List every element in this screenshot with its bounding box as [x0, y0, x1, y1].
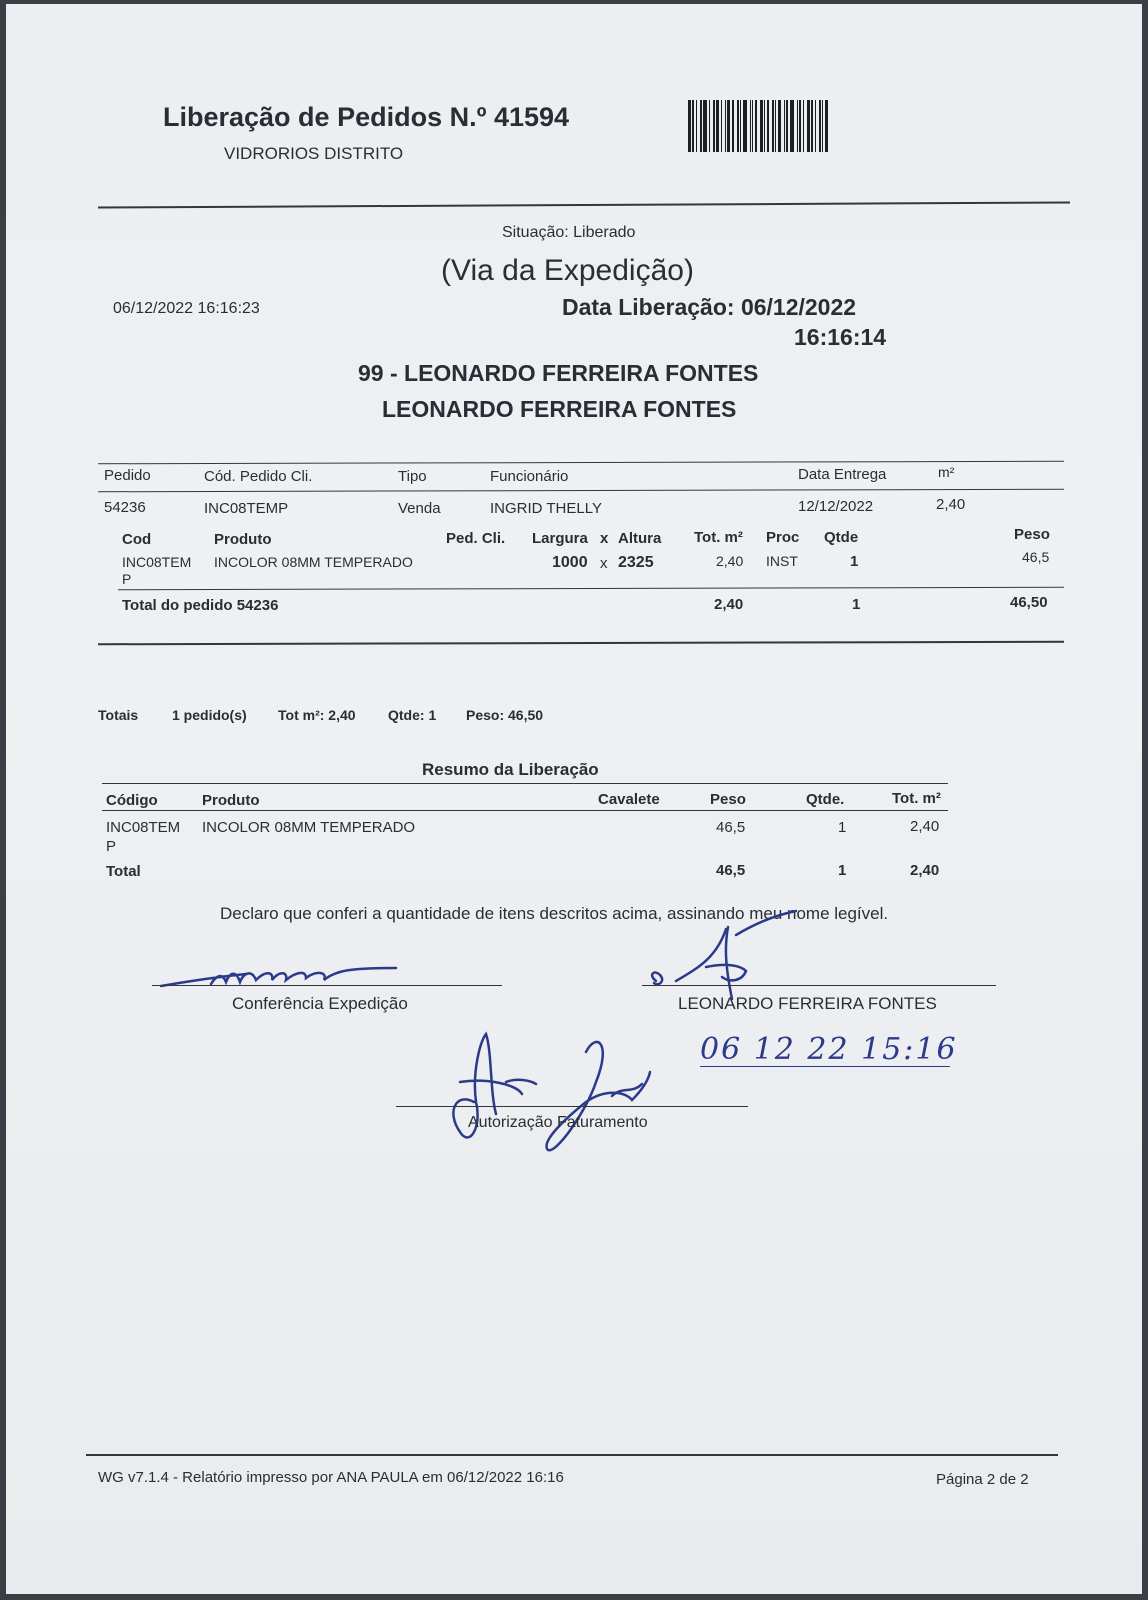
autorizacao-label: Autorização Faturamento [468, 1114, 648, 1131]
item-header-tot-m2: Tot. m² [694, 529, 743, 546]
barcode-bar [716, 100, 719, 152]
data-liberacao-time: 16:16:14 [794, 324, 887, 350]
barcode-bar [755, 100, 757, 152]
via-label: (Via da Expedição) [441, 254, 694, 287]
item-peso: 46,5 [1022, 549, 1050, 565]
order-total-qtde: 1 [852, 596, 861, 613]
resumo-header-peso: Peso [710, 791, 746, 808]
situacao-label: Situação: Liberado [502, 224, 636, 241]
item-altura: 2325 [618, 554, 654, 571]
barcode-bar [811, 100, 813, 152]
barcode-bar [725, 100, 726, 152]
resumo-peso: 46,5 [716, 819, 746, 836]
totals-qtde: Qtde: 1 [388, 707, 437, 723]
divider [118, 587, 1064, 590]
barcode-bar [825, 100, 828, 152]
barcode-bar [775, 100, 776, 152]
cliente-signature-label: LEONARDO FERREIRA FONTES [678, 994, 937, 1013]
totals-m2: Tot m²: 2,40 [278, 707, 356, 723]
client-name-coded: 99 - LEONARDO FERREIRA FONTES [358, 360, 759, 386]
divider [102, 783, 948, 784]
barcode-bar [815, 100, 816, 152]
item-header-largura: Largura [532, 530, 588, 547]
item-produto: INCOLOR 08MM TEMPERADO [214, 554, 413, 570]
barcode-bar [784, 100, 785, 152]
page-number: Página 2 de 2 [936, 1471, 1029, 1488]
order-pedido: 54236 [104, 499, 146, 516]
barcode-bar [750, 100, 751, 152]
signature-conferencia [156, 954, 406, 994]
item-header-x: x [600, 530, 609, 547]
signature-line [152, 985, 502, 986]
order-total-m2: 2,40 [714, 596, 744, 613]
resumo-title: Resumo da Liberação [422, 760, 599, 779]
item-header-peso: Peso [1014, 526, 1050, 543]
item-cod-cont: P [122, 571, 132, 587]
barcode-bar [778, 100, 781, 152]
barcode-bar [721, 100, 722, 152]
item-header-altura: Altura [618, 530, 662, 547]
resumo-total-peso: 46,5 [716, 862, 746, 879]
signature-autorizacao [436, 1022, 676, 1172]
declaration-text: Declaro que conferi a quantidade de itens descritos acima, assinando meu nome legível. [220, 904, 889, 923]
barcode-bar [743, 100, 747, 152]
handwritten-date: 06 12 22 15:16 [700, 1032, 958, 1067]
barcode [688, 100, 862, 152]
resumo-header-produto: Produto [202, 792, 260, 809]
divider [98, 641, 1064, 646]
resumo-codigo: INC08TEM [106, 819, 181, 836]
barcode-bar [760, 100, 763, 152]
conferencia-label: Conferência Expedição [232, 994, 408, 1013]
header-tipo: Tipo [398, 468, 427, 485]
item-qtde: 1 [850, 553, 859, 570]
barcode-bar [797, 100, 798, 152]
barcode-bar [713, 100, 715, 152]
report-title: Liberação de Pedidos N.º 41594 [163, 102, 570, 132]
divider [98, 489, 1064, 493]
resumo-header-qtde: Qtde. [806, 791, 845, 808]
barcode-bar [709, 100, 710, 152]
resumo-header-codigo: Código [106, 792, 158, 809]
barcode-bar [737, 100, 739, 152]
totals-pedidos: 1 pedido(s) [172, 707, 247, 723]
resumo-codigo-cont: P [106, 838, 117, 855]
barcode-bar [822, 100, 823, 152]
barcode-bar [732, 100, 734, 152]
barcode-bar [819, 100, 821, 152]
totals-peso: Peso: 46,50 [466, 707, 544, 723]
item-header-qtde: Qtde [824, 529, 859, 546]
order-tipo: Venda [398, 500, 441, 517]
order-total-label: Total do pedido 54236 [122, 597, 279, 614]
barcode-bar [799, 100, 801, 152]
resumo-total-label: Total [106, 863, 141, 880]
divider [98, 201, 1070, 208]
item-x: x [600, 555, 608, 572]
barcode-bar [692, 100, 694, 152]
barcode-bar [740, 100, 741, 152]
divider [98, 461, 1064, 465]
item-header-produto: Produto [214, 531, 272, 548]
header-pedido: Pedido [104, 467, 151, 484]
header-data-entrega: Data Entrega [798, 466, 887, 483]
barcode-bar [688, 100, 691, 152]
document-page [6, 4, 1142, 1594]
barcode-bar [786, 100, 788, 152]
resumo-header-cavalete: Cavalete [598, 791, 660, 808]
item-tot-m2: 2,40 [716, 553, 744, 569]
order-data-entrega: 12/12/2022 [798, 498, 874, 515]
item-header-ped-cli: Ped. Cli. [446, 530, 506, 547]
barcode-bar [752, 100, 753, 152]
barcode-bar [764, 100, 765, 152]
footer-left: WG v7.1.4 - Relatório impresso por ANA PAULA em 06/12/2022 16:16 [98, 1469, 564, 1486]
resumo-qtde: 1 [838, 819, 847, 836]
header-funcionario: Funcionário [490, 468, 569, 485]
resumo-header-tot-m2: Tot. m² [892, 790, 941, 807]
client-name: LEONARDO FERREIRA FONTES [382, 396, 737, 422]
order-m2: 2,40 [936, 496, 966, 513]
resumo-total-tot-m2: 2,40 [910, 862, 940, 879]
divider [102, 810, 948, 811]
barcode-bar [696, 100, 697, 152]
data-liberacao: Data Liberação: 06/12/2022 [562, 294, 857, 320]
totals-label: Totais [98, 707, 139, 723]
barcode-bar [727, 100, 730, 152]
item-cod: INC08TEM [122, 554, 192, 570]
barcode-bar [807, 100, 810, 152]
company-name: VIDRORIOS DISTRITO [224, 144, 404, 163]
item-largura: 1000 [552, 554, 588, 571]
order-total-peso: 46,50 [1010, 594, 1048, 611]
barcode-bar [703, 100, 707, 152]
barcode-bar [790, 100, 794, 152]
barcode-bar [772, 100, 774, 152]
header-m2: m² [938, 464, 955, 480]
order-funcionario: INGRID THELLY [490, 500, 602, 517]
barcode-bar [767, 100, 769, 152]
barcode-bar [700, 100, 702, 152]
item-header-proc: Proc [766, 529, 800, 546]
resumo-total-qtde: 1 [838, 862, 847, 879]
signature-line [396, 1106, 748, 1107]
order-cod-pedido-cli: INC08TEMP [204, 500, 289, 517]
handwritten-underline [700, 1066, 950, 1067]
header-cod-pedido-cli: Cód. Pedido Cli. [204, 468, 313, 485]
footer-divider [86, 1454, 1058, 1456]
signature-line [642, 985, 996, 986]
resumo-produto: INCOLOR 08MM TEMPERADO [202, 819, 416, 836]
resumo-tot-m2: 2,40 [910, 818, 940, 835]
item-header-cod: Cod [122, 531, 152, 548]
printed-datetime: 06/12/2022 16:16:23 [113, 300, 260, 317]
item-proc: INST [766, 553, 798, 569]
barcode-bar [803, 100, 804, 152]
